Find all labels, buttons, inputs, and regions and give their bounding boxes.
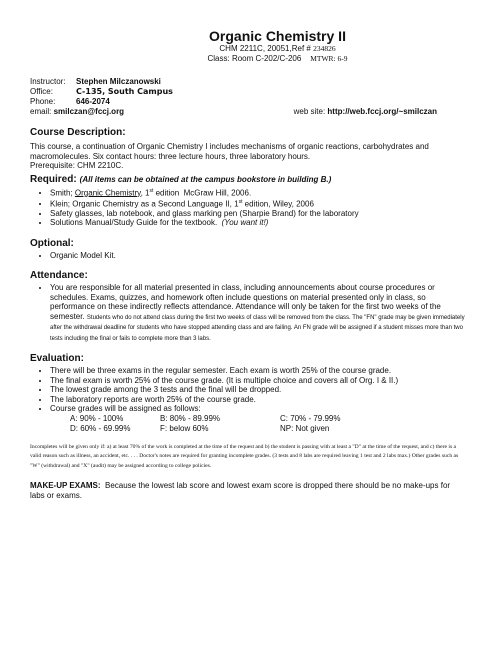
list-item: • Solutions Manual/Study Guide for the textbook. (You want it!) [50, 218, 465, 228]
optional-heading: Optional: [30, 237, 74, 249]
office-location: C-135, South Campus [76, 87, 173, 96]
attendance-section [30, 270, 465, 343]
list-item: • Smith; Organic Chemistry, 1st edition McGraw Hill, 2006. [50, 187, 465, 198]
list-item: • The laboratory reports are worth 25% of the course grade. [50, 395, 465, 405]
required-section [30, 174, 465, 228]
list-item: • Safety glasses, lab notebook, and glass marking pen (Sharpie Brand) for the laboratory [50, 209, 465, 219]
page-title: Organic Chemistry II [209, 28, 346, 44]
required-list [30, 187, 465, 228]
evaluation-heading: Evaluation: [30, 353, 84, 365]
attendance-list [30, 283, 465, 343]
list-item: • There will be three exams in the regular semester. Each exam is worth 25% of the course grade. [50, 366, 465, 376]
course-description-section [30, 127, 465, 171]
class-room: Class: Room C-202/C-206 MTWR: 6-9 [207, 54, 348, 63]
incomplete-policy: Incompletes will be given only if: a) at least 70% of the work is completed at the time of the request and b) the student is passing with at least a "D" at the time of the request, and c) there is a valid reason such as illness, an accident, etc. . . . Doctor's notes are required for granting incomplete grades. (3 tests and 8 labs are required leaving 1 test and 2 labs max.) Other grades such as "W" (withdrawal) and "X" (audit) may be assigned according to college policies. [30, 443, 459, 469]
grade-b: B: 80% - 89.99% [160, 413, 221, 423]
optional-section [30, 238, 465, 261]
makeup-text: Because the lowest lab score and lowest exam score is dropped there should be no make-ups for labs or exams. [30, 481, 451, 500]
list-item: • You are responsible for all material presented in class, including announcements about course procedures or schedules. Exams, quizzes, and homework often include questions on material presented only in class, so performance on these indirectly reflects attendance. Attendance will only be taken for the first two weeks of the semester. Students who do not attend class during the first two weeks of class will be removed from the class. The "FN" grade may be given immediately after the withdrawal deadline for students who have stopped attending class and are failing. An FN grade will be assigned if a student misses more than two tests including the final or fails to complete more than 3 labs. [50, 283, 465, 343]
website-link[interactable]: http://web.fccj.org/~smilczan [327, 107, 437, 116]
grade-d: D: 60% - 69.99% [70, 423, 131, 433]
list-item: • Klein; Organic Chemistry as a Second Language II, 1st edition, Wiley, 2006 [50, 198, 465, 209]
course-description-text: This course, a continuation of Organic Chemistry I includes mechanisms of organic reactions, carbohydrates and macromolecules. Six contact hours: three lecture hours, three laboratory hours. [30, 142, 429, 161]
evaluation-list [30, 366, 465, 414]
header [90, 28, 465, 64]
evaluation-section [30, 353, 465, 434]
grade-c: C: 70% - 79.99% [280, 413, 341, 423]
grade-f: F: below 60% [160, 423, 209, 433]
optional-list [30, 251, 465, 261]
makeup-exams [30, 481, 465, 500]
required-note: (All items can be obtained at the campus bookstore in building B.) [79, 174, 332, 184]
makeup-label: MAKE-UP EXAMS: [30, 481, 101, 491]
course-description-heading: Course Description: [30, 127, 126, 138]
prerequisite: Prerequisite: CHM 2210C. [30, 161, 124, 170]
instructor-name: Stephen Milczanowski [76, 77, 161, 86]
email-link[interactable]: smilczan@fccj.org [53, 107, 125, 116]
grade-a: A: 90% - 100% [70, 413, 124, 423]
grade-np: NP: Not given [280, 423, 330, 433]
course-codes: CHM 2211C, 20051,Ref # 234826 [219, 44, 336, 53]
phone-number: 646-2074 [76, 97, 110, 106]
attendance-heading: Attendance: [30, 270, 88, 282]
syllabus-page [0, 28, 495, 668]
required-heading: Required: [30, 173, 77, 185]
instructor-info: Instructor: Stephen Milczanowski Office: C-135, South Campus Phone: 646-2074 email: smilczan@fccj.org web site: http://web.fccj.org/~smilczan [30, 77, 437, 116]
list-item: • Organic Model Kit. [50, 251, 465, 261]
attendance-policy-small: Students who do not attend class during the first two weeks of class will be removed from the class. The "FN" grade may be given immediately after the withdrawal deadline for students who have stopped attending class and are failing. An FN grade will be assigned if a student misses more than two tests including the final or fails to complete more than 3 labs. [50, 314, 465, 342]
list-item: • The lowest grade among the 3 tests and the final will be dropped. [50, 385, 465, 395]
grade-scale [70, 414, 465, 434]
list-item: • Course grades will be assigned as follows: [50, 404, 465, 414]
list-item: • The final exam is worth 25% of the course grade. (It is multiple choice and covers all of Org. I & II.) [50, 376, 465, 386]
